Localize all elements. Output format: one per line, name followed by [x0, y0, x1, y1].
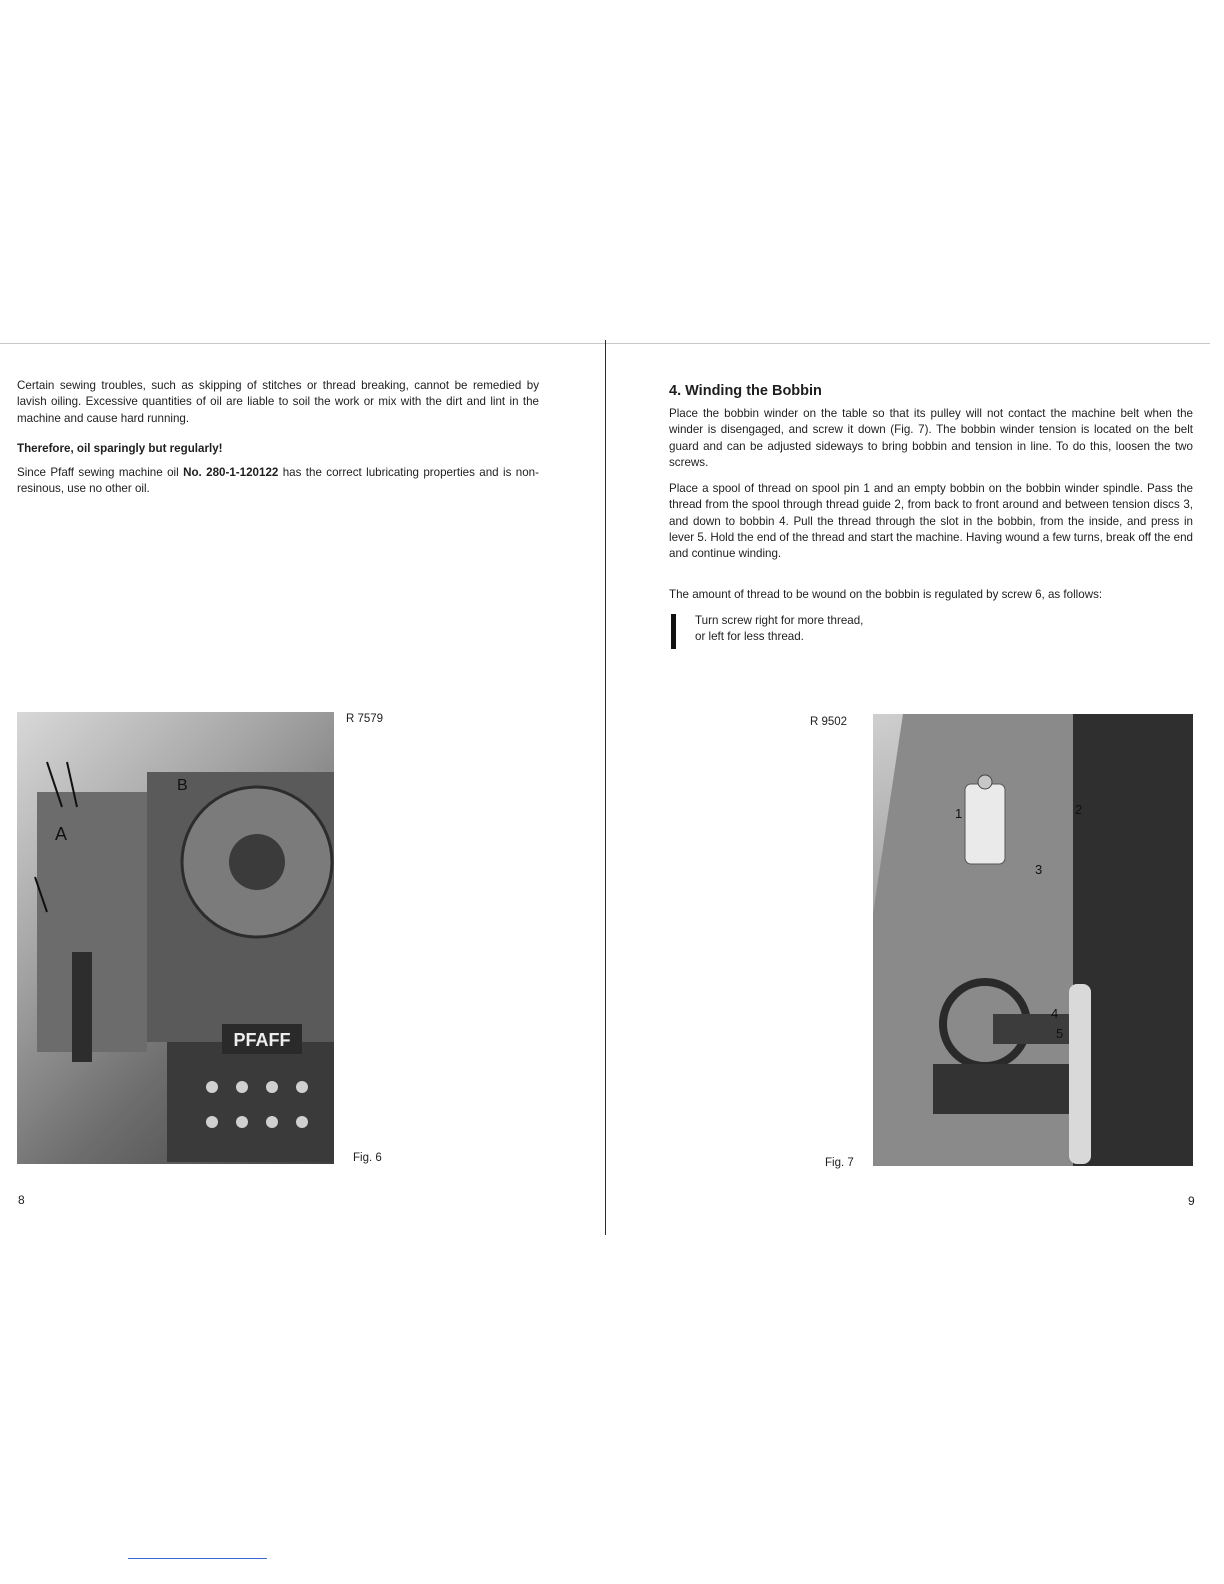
figure-7-photo: [873, 714, 1193, 1166]
label-a: A: [55, 824, 68, 844]
note-line-2: or left for less thread.: [695, 630, 804, 643]
oiling-emphasis: Therefore, oil sparingly but regularly!: [17, 442, 223, 455]
callout-2: 2: [1075, 802, 1083, 817]
spring-column: [72, 952, 92, 1062]
spool-pin: [978, 775, 992, 789]
section-heading: 4. Winding the Bobbin: [669, 383, 822, 399]
thread-spool: [965, 784, 1005, 864]
brand-text: PFAFF: [233, 1030, 291, 1050]
threading-paragraph: Place a spool of thread on spool pin 1 and an empty bobbin on the bobbin winder spindle. Pass the thread from the spool through thread guide 2, from back to front around and between tension discs 3, and down to bobbin 4. Pull the thread through the slot in the bobbin, from the inside, and press in lever 5. Hold the end of the thread and start the machine. Having wound a few turns, break off the end and continue winding.: [669, 482, 1193, 561]
oil-part-number: No. 280-1-120122: [183, 466, 279, 479]
thread-amount-paragraph: The amount of thread to be wound on the bobbin is regulated by screw 6, as follows:: [669, 588, 1103, 601]
table-leg: [1069, 984, 1091, 1164]
figure-7-reference: R 9502: [810, 716, 848, 728]
machine-base: [167, 1042, 334, 1162]
bottom-rule: [128, 1558, 267, 1559]
oil-text-start: Since Pfaff sewing machine oil: [17, 466, 184, 479]
figure-7-caption: Fig. 7: [825, 1157, 854, 1169]
note-bar: [671, 614, 676, 649]
figure-6-reference: R 7579: [346, 713, 384, 725]
machine-illustration: [17, 712, 334, 1164]
oil-recommendation-paragraph: [17, 465, 539, 498]
page-number-right: 9: [1188, 1194, 1195, 1208]
page-gutter: [605, 340, 606, 1235]
callout-4: 4: [1051, 1006, 1059, 1021]
callout-5: 5: [1056, 1026, 1064, 1041]
winder-placement-paragraph: Place the bobbin winder on the table so that its pulley will not contact the machine belt when the winder is disengaged, and screw it down (Fig. 7). The bobbin winder tension is located on the belt guard and can be adjusted sideways to bring bobbin and tension in line. To do this, loosen the two screws.: [669, 407, 1193, 469]
callout-1: 1: [955, 806, 963, 821]
label-b: B: [177, 777, 188, 794]
oiling-paragraph: Certain sewing troubles, such as skipping of stitches or thread breaking, cannot be remedied by lavish oiling. Excessive quantities of oil are liable to soil the work or mix with the dirt and lint in the machine and cause hard running.: [17, 379, 539, 425]
callout-3: 3: [1035, 862, 1043, 877]
figure-6-caption: Fig. 6: [353, 1152, 382, 1164]
bobbin-winder-illustration: [873, 714, 1193, 1166]
figure-6-photo: [17, 712, 334, 1164]
page-number-left: 8: [18, 1193, 25, 1207]
handwheel-hub: [229, 834, 285, 890]
note-line-1: Turn screw right for more thread,: [695, 614, 864, 627]
oil-text-end: has the correct lubricating properties and is non-resinous, use no other oil.: [17, 466, 539, 496]
